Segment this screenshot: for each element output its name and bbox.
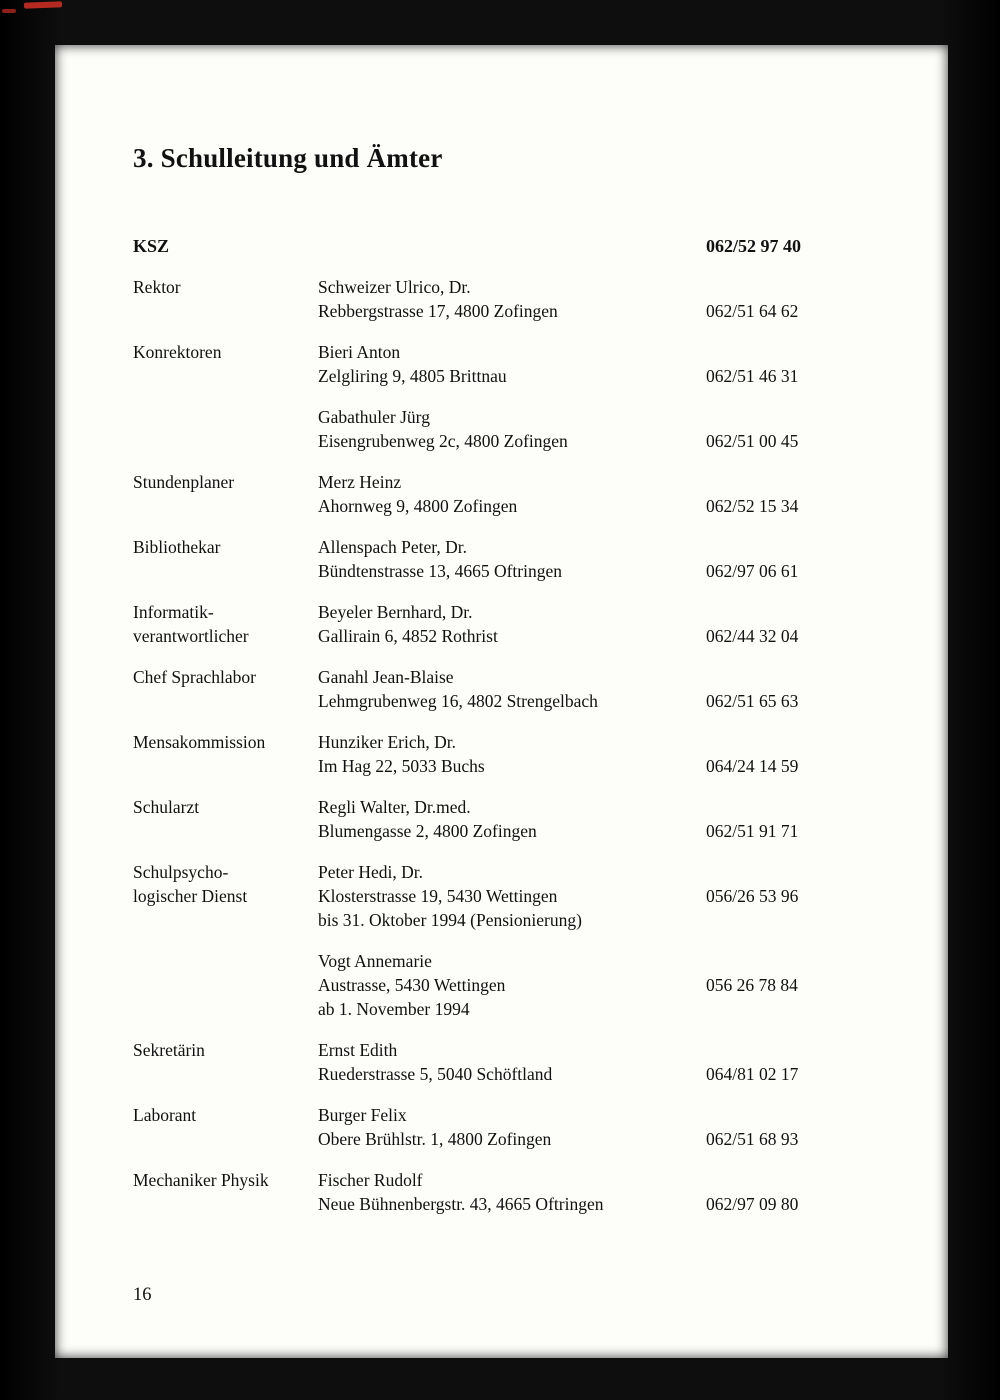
header-label: KSZ bbox=[133, 236, 170, 256]
entry-details bbox=[318, 1038, 706, 1086]
entry-detail-line: Vogt Annemarie bbox=[318, 951, 432, 971]
entry-detail-line: Gallirain 6, 4852 Rothrist bbox=[318, 626, 498, 646]
red-pen-mark-small bbox=[2, 9, 16, 13]
directory-entry bbox=[133, 1168, 878, 1216]
page-title: 3. Schulleitung und Ämter bbox=[133, 143, 443, 173]
entry-detail-line: Klosterstrasse 19, 5430 Wettingen bbox=[318, 886, 558, 906]
entry-detail-line: Lehmgrubenweg 16, 4802 Strengelbach bbox=[318, 691, 598, 711]
entry-role-line: Mensakommission bbox=[133, 732, 266, 752]
entry-role-line: Schularzt bbox=[133, 797, 200, 817]
directory-entry bbox=[133, 665, 878, 713]
entry-detail-line: Blumengasse 2, 4800 Zofingen bbox=[318, 821, 537, 841]
entry-details bbox=[318, 795, 706, 843]
entry-detail-line: ab 1. November 1994 bbox=[318, 999, 470, 1019]
entry-detail-line: Ernst Edith bbox=[318, 1040, 398, 1060]
entry-detail-line: Hunziker Erich, Dr. bbox=[318, 732, 457, 752]
entry-detail-line: Zelgliring 9, 4805 Brittnau bbox=[318, 366, 507, 386]
directory-entry bbox=[133, 600, 878, 648]
entry-role bbox=[133, 470, 318, 518]
entry-detail-line: Burger Felix bbox=[318, 1105, 407, 1125]
entry-detail-line: Ruederstrasse 5, 5040 Schöftland bbox=[318, 1064, 553, 1084]
entry-phone: 062/51 00 45 bbox=[706, 431, 799, 451]
entry-phone: 062/97 06 61 bbox=[706, 561, 799, 581]
entry-phone: 062/51 91 71 bbox=[706, 821, 799, 841]
entry-role bbox=[133, 1038, 318, 1086]
directory-header bbox=[133, 234, 878, 258]
directory-entry bbox=[133, 470, 878, 518]
entry-detail-line: Schweizer Ulrico, Dr. bbox=[318, 277, 471, 297]
entry-role-line: Stundenplaner bbox=[133, 472, 235, 492]
header-spacer bbox=[318, 234, 706, 258]
entry-role bbox=[133, 1168, 318, 1216]
entry-detail-line: Ahornweg 9, 4800 Zofingen bbox=[318, 496, 518, 516]
entry-role-line: logischer Dienst bbox=[133, 886, 248, 906]
entry-role bbox=[133, 535, 318, 583]
entry-role-line: Bibliothekar bbox=[133, 537, 221, 557]
entry-detail-line: Fischer Rudolf bbox=[318, 1170, 423, 1190]
directory-entries bbox=[133, 275, 878, 1216]
entry-role bbox=[133, 730, 318, 778]
entry-role bbox=[133, 665, 318, 713]
entry-details bbox=[318, 1168, 706, 1216]
entry-details bbox=[318, 665, 706, 713]
entry-detail-line: Eisengrubenweg 2c, 4800 Zofingen bbox=[318, 431, 568, 451]
entry-phone: 062/97 09 80 bbox=[706, 1194, 799, 1214]
entry-details bbox=[318, 730, 706, 778]
entry-detail-line: Rebbergstrasse 17, 4800 Zofingen bbox=[318, 301, 558, 321]
header-phone: 062/52 97 40 bbox=[706, 236, 802, 256]
entry-role bbox=[133, 405, 318, 453]
entry-phone: 064/24 14 59 bbox=[706, 756, 799, 776]
entry-role-line: Mechaniker Physik bbox=[133, 1170, 269, 1190]
entry-phone: 056/26 53 96 bbox=[706, 886, 799, 906]
entry-phone: 062/51 64 62 bbox=[706, 301, 799, 321]
entry-detail-line: Beyeler Bernhard, Dr. bbox=[318, 602, 473, 622]
entry-detail-line: Allenspach Peter, Dr. bbox=[318, 537, 467, 557]
entry-phone: 062/52 15 34 bbox=[706, 496, 799, 516]
directory-entry bbox=[133, 340, 878, 388]
directory-entry bbox=[133, 860, 878, 932]
entry-role bbox=[133, 600, 318, 648]
entry-details bbox=[318, 535, 706, 583]
directory-entry bbox=[133, 535, 878, 583]
entry-phone: 062/51 65 63 bbox=[706, 691, 799, 711]
entry-role-line: Informatik- bbox=[133, 602, 214, 622]
document-page bbox=[55, 45, 948, 1358]
entry-details bbox=[318, 600, 706, 648]
entry-detail-line: Gabathuler Jürg bbox=[318, 407, 430, 427]
entry-detail-line: Bieri Anton bbox=[318, 342, 401, 362]
directory-entry bbox=[133, 949, 878, 1021]
entry-role bbox=[133, 795, 318, 843]
entry-role bbox=[133, 275, 318, 323]
entry-detail-line: bis 31. Oktober 1994 (Pensionierung) bbox=[318, 910, 582, 930]
directory-entry bbox=[133, 730, 878, 778]
entry-role-line: Chef Sprachlabor bbox=[133, 667, 256, 687]
entry-role bbox=[133, 1103, 318, 1151]
entry-detail-line: Ganahl Jean-Blaise bbox=[318, 667, 454, 687]
entry-detail-line: Austrasse, 5430 Wettingen bbox=[318, 975, 506, 995]
entry-details bbox=[318, 470, 706, 518]
entry-detail-line: Im Hag 22, 5033 Buchs bbox=[318, 756, 485, 776]
entry-role bbox=[133, 340, 318, 388]
directory-entry bbox=[133, 1103, 878, 1151]
entry-role bbox=[133, 860, 318, 932]
entry-role-line: Rektor bbox=[133, 277, 181, 297]
entry-details bbox=[318, 405, 706, 453]
entry-detail-line: Neue Bühnenbergstr. 43, 4665 Oftringen bbox=[318, 1194, 604, 1214]
page-number: 16 bbox=[133, 1285, 152, 1305]
entry-details bbox=[318, 860, 706, 932]
entry-phone: 064/81 02 17 bbox=[706, 1064, 799, 1084]
directory-entry bbox=[133, 275, 878, 323]
entry-phone: 062/51 46 31 bbox=[706, 366, 799, 386]
entry-details bbox=[318, 1103, 706, 1151]
directory-entry bbox=[133, 795, 878, 843]
entry-detail-line: Merz Heinz bbox=[318, 472, 402, 492]
entry-role bbox=[133, 949, 318, 1021]
entry-phone: 056 26 78 84 bbox=[706, 975, 798, 995]
entry-details bbox=[318, 275, 706, 323]
entry-phone: 062/44 32 04 bbox=[706, 626, 799, 646]
entry-phone: 062/51 68 93 bbox=[706, 1129, 799, 1149]
directory-entry bbox=[133, 405, 878, 453]
entry-role-line: Laborant bbox=[133, 1105, 197, 1125]
directory-entry bbox=[133, 1038, 878, 1086]
entry-detail-line: Obere Brühlstr. 1, 4800 Zofingen bbox=[318, 1129, 552, 1149]
entry-role-line: Schulpsycho- bbox=[133, 862, 229, 882]
entry-detail-line: Regli Walter, Dr.med. bbox=[318, 797, 471, 817]
entry-role-line: Konrektoren bbox=[133, 342, 222, 362]
entry-detail-line: Bündtenstrasse 13, 4665 Oftringen bbox=[318, 561, 562, 581]
entry-details bbox=[318, 949, 706, 1021]
entry-role-line: Sekretärin bbox=[133, 1040, 205, 1060]
entry-role-line: verantwortlicher bbox=[133, 626, 249, 646]
entry-details bbox=[318, 340, 706, 388]
entry-detail-line: Peter Hedi, Dr. bbox=[318, 862, 423, 882]
